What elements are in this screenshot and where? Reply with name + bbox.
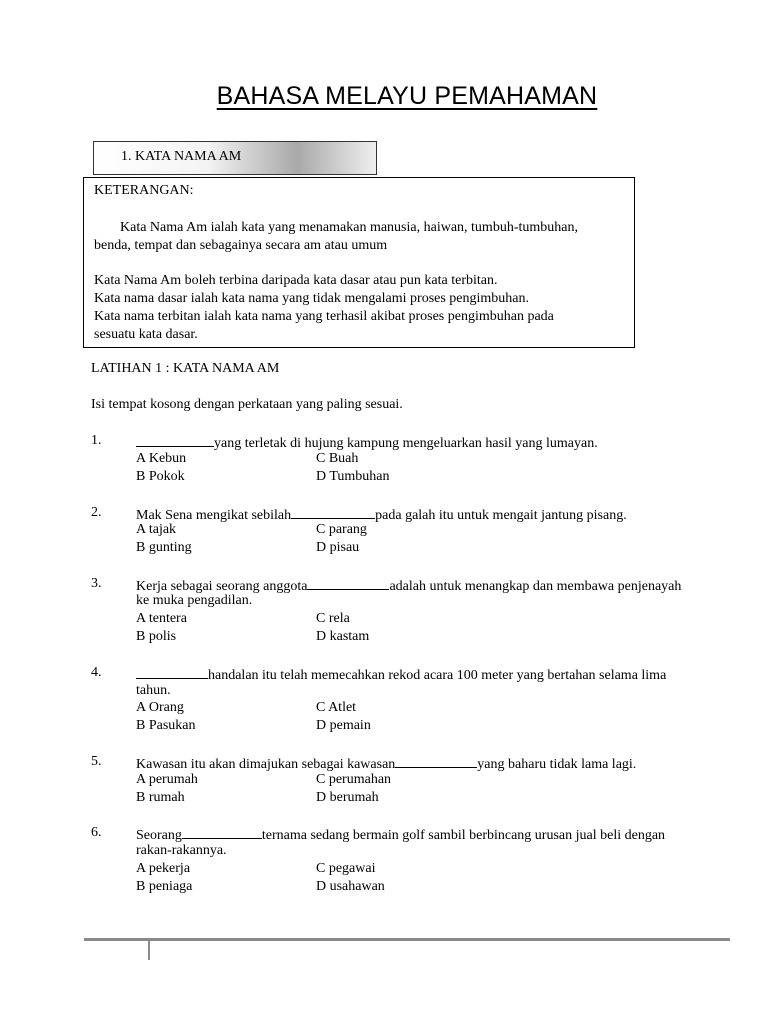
question-number: 6.: [91, 825, 102, 840]
option-a[interactable]: A tentera: [136, 611, 187, 626]
answer-blank[interactable]: [182, 824, 262, 839]
option-c[interactable]: C parang: [316, 522, 367, 537]
option-d[interactable]: D pisau: [316, 540, 360, 555]
question-text-before: Kawasan itu akan dimajukan sebagai kawasan: [136, 757, 396, 772]
answer-blank[interactable]: [307, 575, 389, 590]
option-a[interactable]: A perumah: [136, 772, 198, 787]
option-a[interactable]: A Orang: [136, 700, 184, 715]
question-number: 4.: [91, 665, 102, 680]
footer-tick: [148, 940, 150, 960]
question-text: [136, 504, 627, 525]
option-d[interactable]: D berumah: [316, 790, 379, 805]
question-number: 1.: [91, 433, 102, 448]
option-a[interactable]: A Kebun: [136, 451, 187, 466]
question-text-after: yang baharu tidak lama lagi.: [477, 757, 637, 772]
answer-blank[interactable]: [136, 664, 208, 679]
answer-blank[interactable]: [291, 504, 375, 519]
question-text-after: adalah untuk menangkap dan membawa penjenayah: [389, 579, 682, 594]
option-a[interactable]: A pekerja: [136, 861, 191, 876]
question-text-after: yang terletak di hujung kampung mengeluarkan hasil yang lumayan.: [214, 436, 598, 451]
question-text: [136, 432, 598, 453]
exercise-instruction: Isi tempat kosong dengan perkataan yang paling sesuai.: [91, 397, 403, 412]
question-number: 2.: [91, 505, 102, 520]
option-c[interactable]: C pegawai: [316, 861, 376, 876]
section-heading-kata-nama-am: 1. KATA NAMA AM: [93, 141, 377, 175]
question-number: 5.: [91, 754, 102, 769]
option-b[interactable]: B Pasukan: [136, 718, 196, 733]
option-b[interactable]: B peniaga: [136, 879, 193, 894]
explanation-box: [83, 177, 635, 348]
explanation-line: sesuatu kata dasar.: [94, 327, 198, 342]
option-d[interactable]: D Tumbuhan: [316, 469, 390, 484]
option-a[interactable]: A tajak: [136, 522, 177, 537]
footer-rule: [84, 938, 730, 941]
question-number: 3.: [91, 576, 102, 591]
option-d[interactable]: D kastam: [316, 629, 370, 644]
question-text-after: handalan itu telah memecahkan rekod acara 100 meter yang bertahan selama lima: [208, 668, 667, 683]
explanation-line: benda, tempat dan sebagainya secara am atau umum: [94, 238, 388, 253]
question-text-continuation: ke muka pengadilan.: [136, 593, 253, 608]
option-c[interactable]: C rela: [316, 611, 350, 626]
question-text-continuation: tahun.: [136, 683, 171, 698]
option-d[interactable]: D usahawan: [316, 879, 385, 894]
option-d[interactable]: D pemain: [316, 718, 371, 733]
page-title: BAHASA MELAYU PEMAHAMAN: [216, 82, 598, 110]
answer-blank[interactable]: [395, 753, 477, 768]
option-b[interactable]: B gunting: [136, 540, 192, 555]
explanation-line: Kata nama terbitan ialah kata nama yang terhasil akibat proses pengimbuhan pada: [94, 309, 554, 324]
question-text-before: Kerja sebagai seorang anggota: [136, 579, 308, 594]
option-c[interactable]: C perumahan: [316, 772, 392, 787]
explanation-line: Kata Nama Am ialah kata yang menamakan manusia, haiwan, tumbuh-tumbuhan,: [120, 220, 578, 235]
answer-blank[interactable]: [136, 432, 214, 447]
question-text-after: pada galah itu untuk mengait jantung pisang.: [375, 508, 627, 523]
question-text: [136, 664, 666, 685]
option-c[interactable]: C Buah: [316, 451, 359, 466]
option-b[interactable]: B Pokok: [136, 469, 185, 484]
question-text-before: Seorang: [136, 828, 182, 843]
exercise-title: LATIHAN 1 : KATA NAMA AM: [91, 361, 280, 376]
explanation-heading: KETERANGAN:: [94, 183, 194, 198]
option-b[interactable]: B polis: [136, 629, 177, 644]
explanation-line: Kata nama dasar ialah kata nama yang tidak mengalami proses pengimbuhan.: [94, 291, 530, 306]
explanation-line: Kata Nama Am boleh terbina daripada kata dasar atau pun kata terbitan.: [94, 273, 498, 288]
question-text-after: ternama sedang bermain golf sambil berbincang urusan jual beli dengan: [261, 828, 666, 843]
option-c[interactable]: C Atlet: [316, 700, 357, 715]
question-text-before: Mak Sena mengikat sebilah: [136, 508, 292, 523]
option-b[interactable]: B rumah: [136, 790, 185, 805]
question-text-continuation: rakan-rakannya.: [136, 843, 227, 858]
